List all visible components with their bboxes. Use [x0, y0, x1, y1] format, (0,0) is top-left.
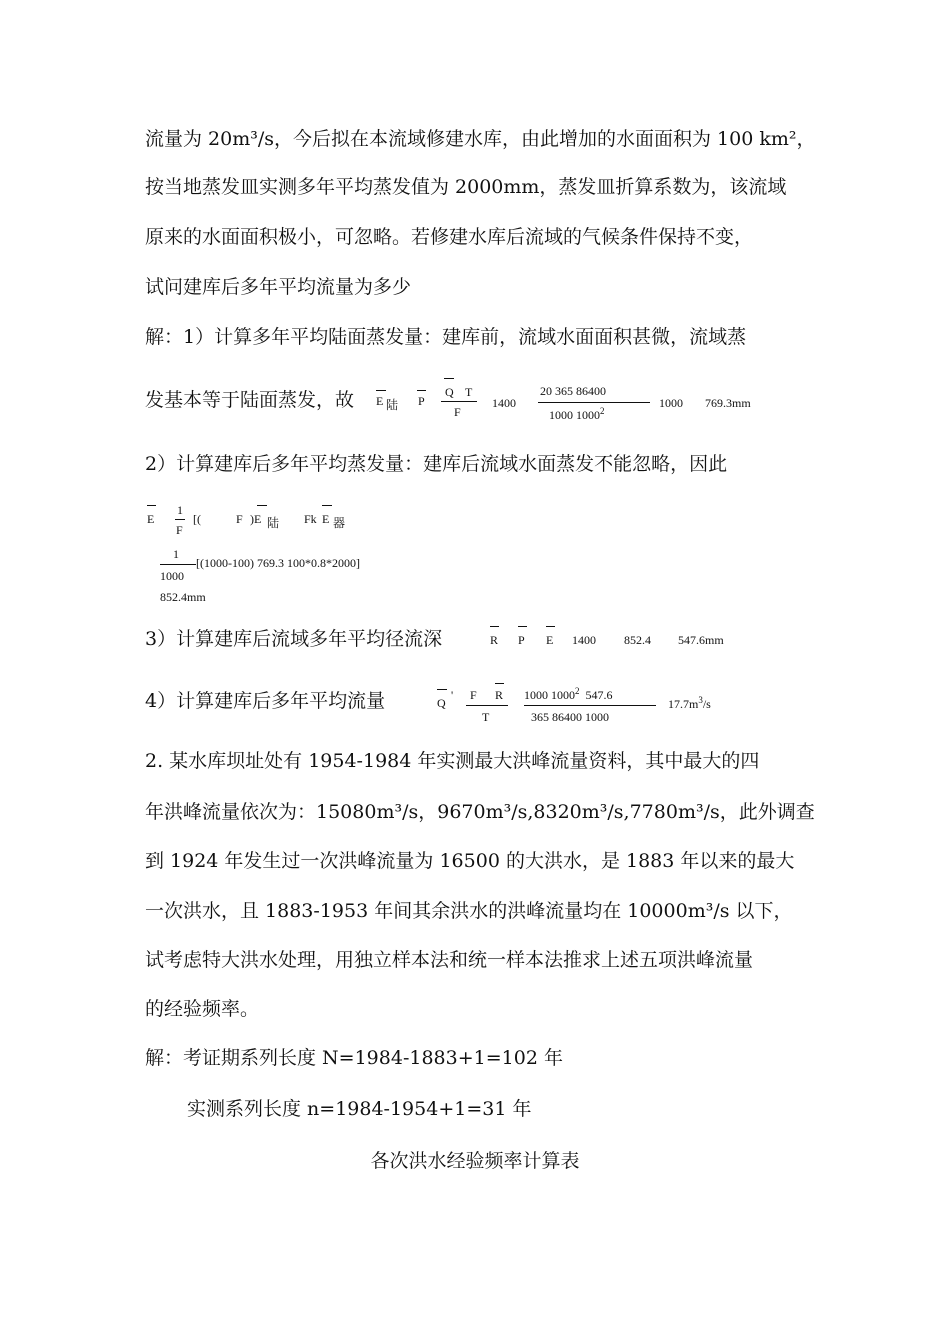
- symbol-q: Q: [445, 385, 454, 399]
- symbol-r: R: [495, 688, 504, 702]
- symbol-t: T: [465, 385, 473, 399]
- fraction-denominator: 1000 1000$^2$: [549, 406, 605, 422]
- paragraph-line: 解：1）计算多年平均陆面蒸发量：建库前，流域水面面积甚微，流域蒸: [145, 326, 747, 348]
- symbol-p: P: [518, 633, 525, 647]
- symbol-e: E: [546, 633, 554, 647]
- symbol-t: T: [482, 710, 490, 724]
- symbol-e: E: [322, 512, 330, 526]
- fraction-numerator: 1: [177, 503, 183, 517]
- value: 1400: [572, 633, 596, 647]
- symbol-fk: Fk: [304, 512, 317, 526]
- fraction-denominator: 1000: [160, 569, 184, 583]
- paragraph-line: 试考虑特大洪水处理，用独立样本法和统一样本法推求上述五项洪峰流量: [145, 949, 754, 971]
- paragraph-line: 试问建库后多年平均流量为多少: [145, 276, 412, 298]
- fraction-numerator: 20 365 86400: [540, 384, 606, 398]
- subscript: 器: [333, 516, 346, 530]
- fraction-numerator: 1000 1000$^2$ 547.6: [524, 686, 613, 702]
- paragraph-line: 4）计算建库后多年平均流量: [145, 690, 386, 712]
- paragraph-line: 2）计算建库后多年平均蒸发量：建库后流域水面蒸发不能忽略，因此: [145, 453, 728, 475]
- paragraph-line: 3）计算建库后流域多年平均径流深: [145, 628, 443, 650]
- paragraph-line: 按当地蒸发皿实测多年平均蒸发值为 2000mm，蒸发皿折算系数为，该流域: [145, 176, 787, 198]
- result: 547.6mm: [678, 633, 724, 647]
- paragraph-line: 发基本等于陆面蒸发，故: [145, 389, 355, 411]
- table-caption: 各次洪水经验频率计算表: [370, 1150, 580, 1172]
- symbol-e: E: [147, 512, 155, 526]
- paragraph-line: 到 1924 年发生过一次洪峰流量为 16500 的大洪水，是 1883 年以来的最大: [145, 850, 795, 872]
- subscript: 陆: [386, 398, 399, 412]
- paragraph-line: 原来的水面面积极小，可忽略。若修建水库后流域的气候条件保持不变，: [145, 226, 754, 248]
- result: $17.7m^3/s$: [668, 695, 711, 711]
- paragraph-line: 实测系列长度 n=1984-1954+1=31 年: [187, 1098, 532, 1120]
- result: 769.3mm: [705, 396, 751, 410]
- paragraph-line: 解：考证期系列长度 N=1984-1883+1=102 年: [145, 1047, 563, 1069]
- symbol-f: F: [470, 688, 477, 702]
- symbol-r: R: [490, 633, 499, 647]
- symbol-e: E: [376, 394, 384, 408]
- prime: ': [451, 688, 454, 702]
- value: 852.4: [624, 633, 651, 647]
- symbol-e: )E: [250, 512, 262, 526]
- subscript: 陆: [267, 516, 280, 530]
- result: 852.4mm: [160, 590, 206, 604]
- paragraph-line: 流量为 20m³/s，今后拟在本流域修建水库，由此增加的水面面积为 100 km²，: [145, 128, 816, 150]
- fraction-denominator: 365 86400 1000: [531, 710, 609, 724]
- symbol-q: Q: [437, 696, 446, 710]
- value: 1000: [659, 396, 683, 410]
- fraction-denominator: F: [176, 523, 183, 537]
- paragraph-line: 年洪峰流量依次为：15080m³/s，9670m³/s,8320m³/s,7780m³/s，此外调查: [145, 801, 815, 823]
- bracket: [(: [193, 512, 201, 526]
- symbol-p: P: [418, 394, 425, 408]
- value: 1400: [492, 396, 516, 410]
- paragraph-line: 2. 某水库坝址处有 1954-1984 年实测最大洪峰流量资料，其中最大的四: [145, 750, 760, 772]
- symbol-f: F: [454, 405, 461, 419]
- symbol-f: F: [236, 512, 243, 526]
- fraction-numerator: 1: [173, 547, 179, 561]
- paragraph-line: 一次洪水，且 1883-1953 年间其余洪水的洪峰流量均在 10000m³/s 以下，: [145, 900, 793, 922]
- expression: [(1000-100) 769.3 100*0.8*2000]: [196, 556, 360, 570]
- paragraph-line: 的经验频率。: [145, 998, 260, 1020]
